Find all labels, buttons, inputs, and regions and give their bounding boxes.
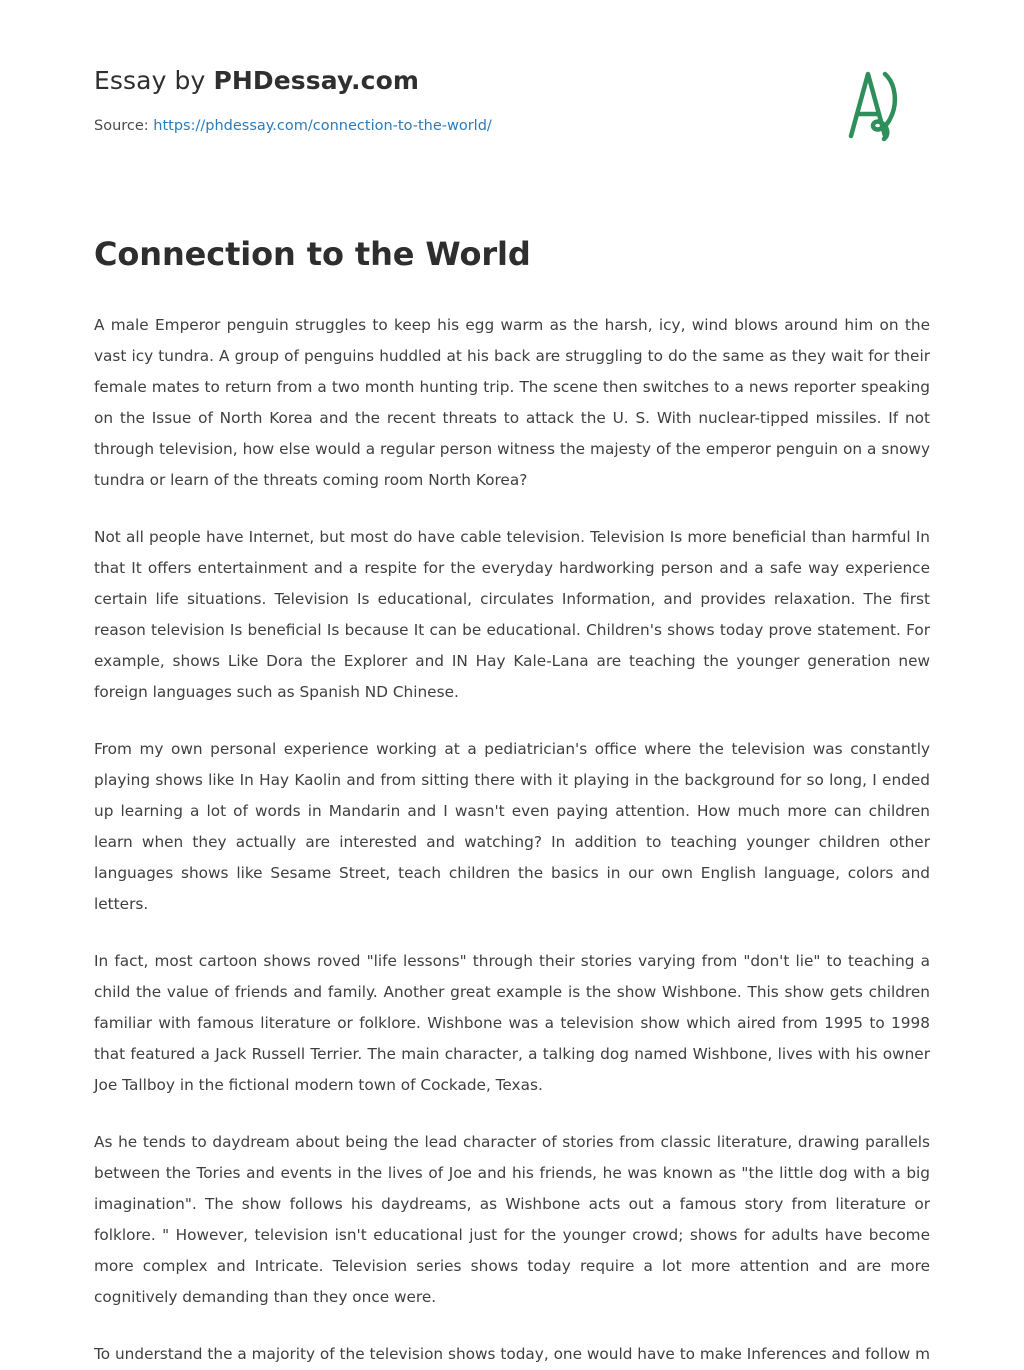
brand-by: by <box>166 66 214 95</box>
source-url-link[interactable]: https://phdessay.com/connection-to-the-world/ <box>153 118 492 134</box>
document-body <box>94 310 930 1370</box>
source-line <box>94 116 492 136</box>
document-header <box>94 62 930 146</box>
header-left <box>94 62 492 136</box>
brand-name: PHDessay.com <box>213 66 419 95</box>
paragraph: As he tends to daydream about being the lead character of stories from classic literature, drawing parallels between the Tories and events in the lives of Joe and his friends, he was known as "the little dog with a big imagination". The show follows his daydreams, as Wishbone acts out a famous story from literature or folklore. " However, television isn't educational just for the younger crowd; shows for adults have become more complex and Intricate. Television series shows today require a lot more attention and are more cognitively demanding than they once were. <box>94 1133 930 1306</box>
paragraph: From my own personal experience working at a pediatrician's office where the television was constantly playing shows like In Hay Kaolin and from sitting there with it playing in the background for so long, I ended up learning a lot of words in Mandarin and I wasn't even paying attention. How much more can children learn when they actually are interested and watching? In addition to teaching younger children other languages shows like Sesame Street, teach children the basics in our own English language, colors and letters. <box>94 740 930 913</box>
paragraph: Not all people have Internet, but most do have cable television. Television Is more beneficial than harmful In that It offers entertainment and a respite for the everyday hardworking person and a safe way experience certain life situations. Television Is educational, circulates Information, and provides relaxation. The first reason television Is beneficial Is because It can be educational. Children's shows today prove statement. For example, shows Like Dora the Explorer and IN Hay Kale-Lana are teaching the younger generation new foreign languages such as Spanish ND Chinese. <box>94 528 930 701</box>
paragraph: In fact, most cartoon shows roved "life lessons" through their stories varying from "don't lie" to teaching a child the value of friends and family. Another great example is the show Wishbone. This show gets children familiar with famous literature or folklore. Wishbone was a television show which aired from 1995 to 1998 that featured a Jack Russell Terrier. The main character, a talking dog named Wishbone, lives with his owner Joe Tallboy in the fictional modern town of Cockade, Texas. <box>94 952 930 1094</box>
phdessay-monogram-icon <box>818 64 910 146</box>
source-label: Source: <box>94 118 154 134</box>
page-title: Connection to the World <box>94 235 531 273</box>
paragraph: To understand the a majority of the television shows today, one would have to make Inferences and follow m <box>94 1345 931 1363</box>
paragraph: A male Emperor penguin struggles to keep his egg warm as the harsh, icy, wind blows around him on the vast icy tundra. A group of penguins huddled at his back are struggling to do the same as they wait for their female mates to return from a two month hunting trip. The scene then switches to a news reporter speaking on the Issue of North Korea and the recent threats to attack the U. S. With nuclear-tipped missiles. If not through television, how else would a regular person witness the majesty of the emperor penguin on a snowy tundra or learn of the threats coming room North Korea? <box>94 316 930 489</box>
brand-prefix: Essay <box>94 66 167 95</box>
brand-line <box>94 66 492 96</box>
